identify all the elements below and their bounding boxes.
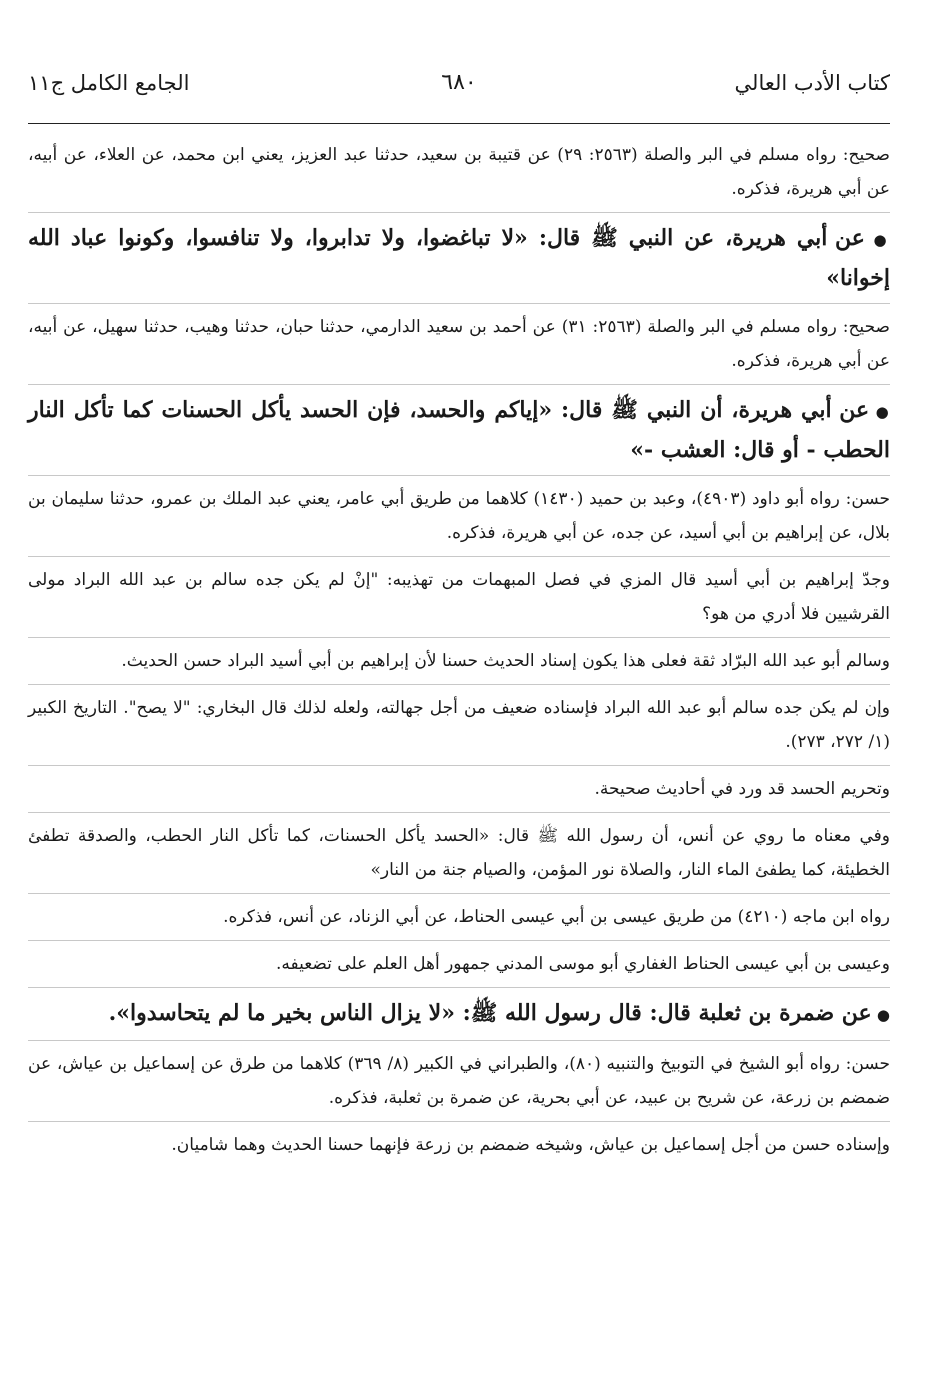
separator-line <box>28 556 890 557</box>
separator-line <box>28 1121 890 1122</box>
commentary-paragraph: وتحريم الحسد قد ورد في أحاديث صحيحة. <box>594 779 890 799</box>
hadith-text: ● عن ضمرة بن ثعلبة قال: قال رسول الله ﷺ: «لا يزال الناس بخير ما لم يتحاسدوا». <box>28 994 890 1034</box>
header-rule <box>28 123 890 124</box>
separator-line <box>28 303 890 304</box>
hadith-text: ● عن أبي هريرة، أن النبي ﷺ قال: «إياكم والحسد، فإن الحسد يأكل الحسنات كما تأكل النار الحطب - أو قال: العشب -» <box>28 391 890 469</box>
separator-line <box>28 475 890 476</box>
commentary-paragraph: حسن: رواه أبو داود (٤٩٠٣)، وعبد بن حميد (١٤٣٠) كلاهما من طريق أبي عامر، يعني عبد الملك بن عمرو، حدثنا سليمان بن بلال، عن إبراهيم بن أبي أسيد، عن جده، عن أبي هريرة، فذكره. <box>28 489 890 543</box>
separator-line <box>28 384 890 385</box>
commentary-paragraph: صحيح: رواه مسلم في البر والصلة (٢٥٦٣: ٢٩) عن قتيبة بن سعيد، حدثنا عبد العزيز، يعني ابن محمد، عن العلاء، عن أبيه، عن أبي هريرة، فذكره. <box>28 145 890 199</box>
separator-line <box>28 637 890 638</box>
page-number: ٦٨٠ <box>441 70 477 95</box>
document-page <box>28 0 890 1375</box>
separator-line <box>28 893 890 894</box>
book-title: كتاب الأدب العالي <box>734 71 890 95</box>
commentary-paragraph: رواه ابن ماجه (٤٢١٠) من طريق عيسى بن أبي عيسى الحناط، عن أبي الزناد، عن أنس، فذكره. <box>223 907 890 927</box>
hadith-text: ● عن أبي هريرة، عن النبي ﷺ قال: «لا تباغضوا، ولا تدابروا، ولا تنافسوا، وكونوا عباد الله إخوانا» <box>28 219 890 297</box>
separator-line <box>28 812 890 813</box>
separator-line <box>28 684 890 685</box>
separator-line <box>28 765 890 766</box>
commentary-paragraph: وفي معناه ما روي عن أنس، أن رسول الله ﷺ قال: «الحسد يأكل الحسنات، كما تأكل النار الحطب، والصدقة تطفئ الخطيئة، كما يطفئ الماء النار، والصلاة نور المؤمن، والصيام جنة من النار» <box>28 826 890 880</box>
separator-line <box>28 940 890 941</box>
commentary-paragraph: حسن: رواه أبو الشيخ في التوبيخ والتنبيه (٨٠)، والطبراني في الكبير (٨/ ٣٦٩) كلاهما من طرق عن إسماعيل بن عياش، عن ضمضم بن زرعة، عن شريح بن عبيد، عن أبي بحرية، عن ضمرة بن ثعلبة، فذكره. <box>28 1054 890 1108</box>
page-body <box>28 138 890 1162</box>
commentary-paragraph: وعيسى بن أبي عيسى الحناط الغفاري أبو موسى المدني جمهور أهل العلم على تضعيفه. <box>275 954 890 974</box>
separator-line <box>28 212 890 213</box>
volume-label: الجامع الكامل ج١١ <box>28 71 190 95</box>
commentary-paragraph: وإسناده حسن من أجل إسماعيل بن عياش، وشيخه ضمضم بن زرعة فإنهما حسنا الحديث وهما شاميان. <box>171 1135 890 1155</box>
separator-line <box>28 1040 890 1041</box>
separator-line <box>28 987 890 988</box>
page-header <box>28 62 890 102</box>
commentary-paragraph: وإن لم يكن جده سالم أبو عبد الله البراد فإسناده ضعيف من أجل جهالته، ولعله لذلك قال البخاري: "لا يصح". التاريخ الكبير (١/ ٢٧٢، ٢٧٣). <box>28 698 890 752</box>
commentary-paragraph: صحيح: رواه مسلم في البر والصلة (٢٥٦٣: ٣١) عن أحمد بن سعيد الدارمي، حدثنا حبان، حدثنا وهيب، حدثنا سهيل، عن أبيه، عن أبي هريرة، فذكره. <box>28 317 890 371</box>
commentary-paragraph: وجدّ إبراهيم بن أبي أسيد قال المزي في فصل المبهمات من تهذيبه: "إنْ لم يكن جده سالم بن عبد الله البراد مولى القرشيين فلا أدري من هو؟ <box>28 570 890 624</box>
commentary-paragraph: وسالم أبو عبد الله البرّاد ثقة فعلى هذا يكون إسناد الحديث حسنا لأن إبراهيم بن أبي أسيد البراد حسن الحديث. <box>121 651 890 671</box>
